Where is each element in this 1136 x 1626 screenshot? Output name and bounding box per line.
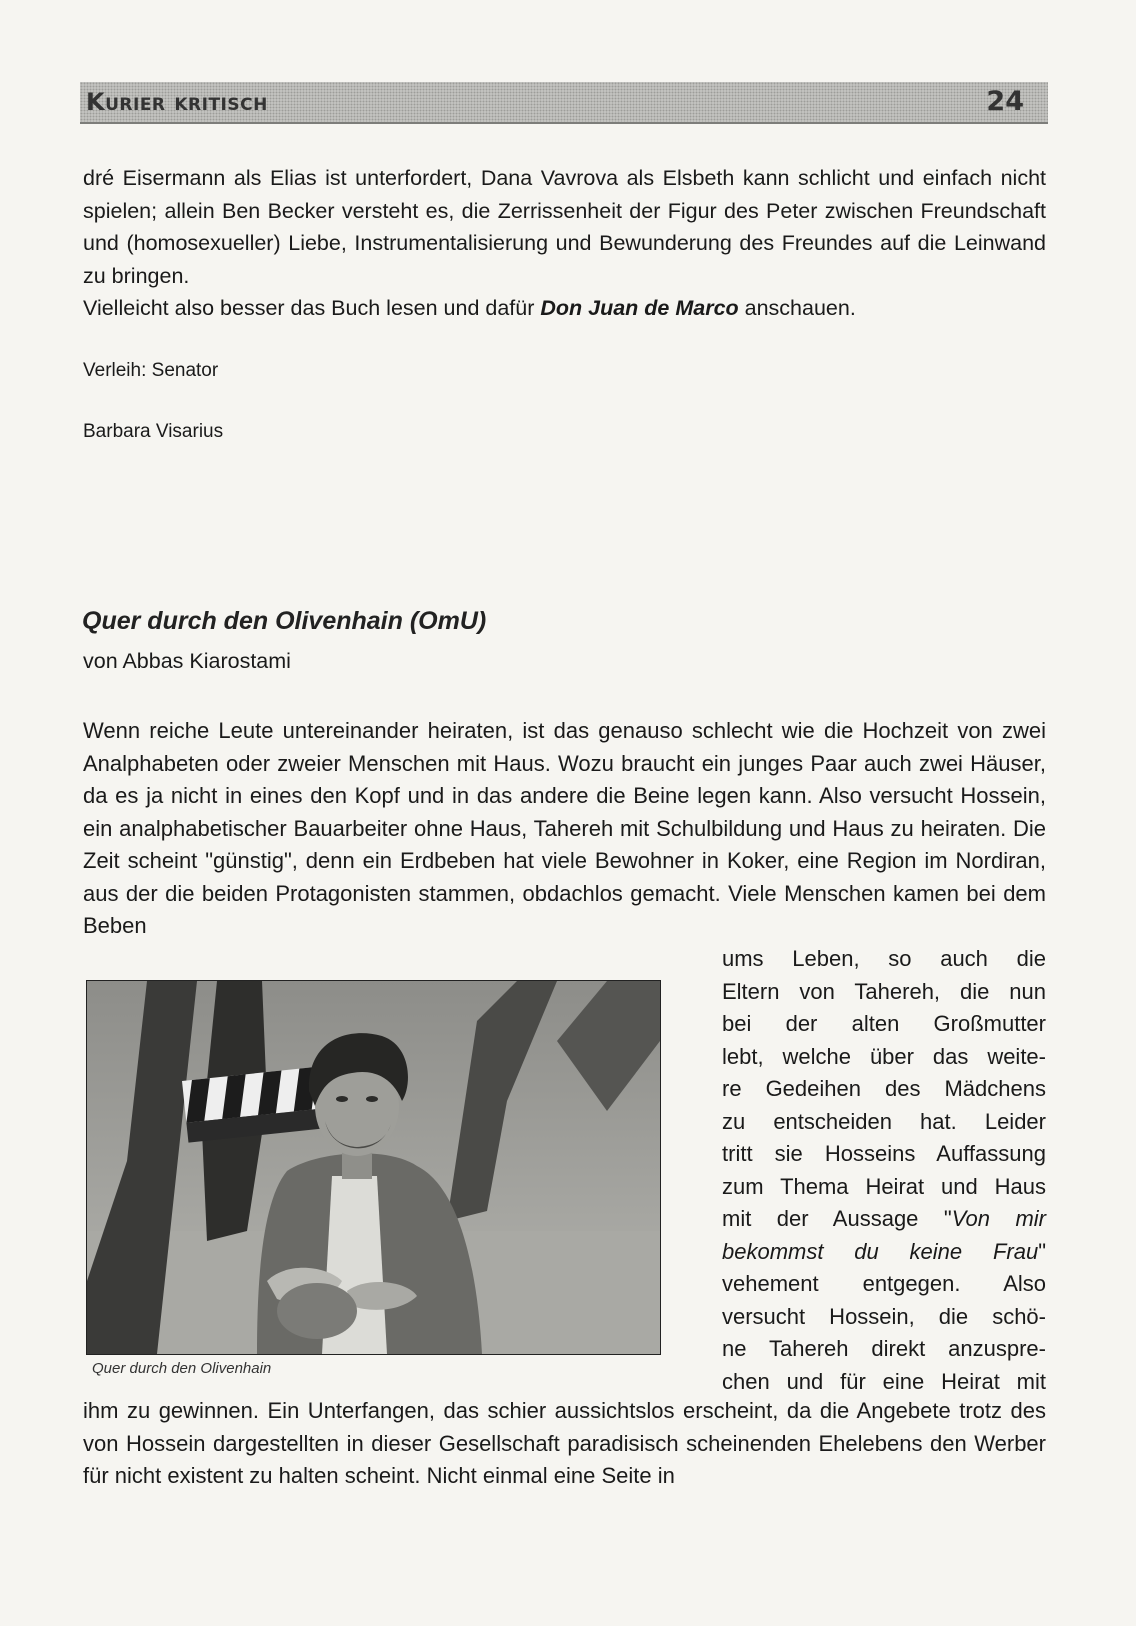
column-line: re Gedeihen des Mädchens <box>722 1076 1046 1101</box>
column-line: tritt sie Hosseins Auffassung <box>722 1141 1046 1166</box>
film-title-don-juan: Don Juan de Marco <box>540 296 739 320</box>
review-column-text <box>722 943 1046 1398</box>
review-title: Quer durch den Olivenhain (OmU) <box>82 607 487 635</box>
review-intro-paragraph: Wenn reiche Leute untereinander heiraten, ist das genauso schlecht wie die Hochzeit von zwei Analphabeten oder zweier Menschen mit Haus. Wozu braucht ein junges Paar auch zwei Häuser, da es ja nicht in eines den Kopf und in das andere die Beine legen kann. Also versucht Hossein, ein analphabetischer Bauarbeiter ohne Haus, Tahereh mit Schulbildung und Haus zu heiraten. Die Zeit scheint "günstig", denn ein Erdbeben hat viele Bewohner in Koker, eine Region im Nordiran, aus der die beiden Protagonisten stammen, obdachlos gemacht. Viele Menschen kamen bei dem Beben <box>83 718 1046 938</box>
closing-line-prefix: Vielleicht also besser das Buch lesen und dafür <box>83 296 541 320</box>
section-title-kurier-kritisch: Kurier kritisch <box>86 88 268 116</box>
column-line: zum Thema Heirat und Haus <box>722 1173 1046 1199</box>
quote-part-2: bekommst du keine Frau <box>722 1238 1039 1264</box>
closing-line-suffix: anschauen. <box>738 296 856 320</box>
column-line: ne Tahereh direkt anzuspre- <box>722 1336 1046 1361</box>
photo-caption: Quer durch den Olivenhain <box>92 1360 272 1377</box>
column-line: zu entscheiden hat. Leider <box>722 1108 1046 1134</box>
page-header-bar <box>80 82 1048 124</box>
column-line: vehement entgegen. Also <box>722 1271 1046 1296</box>
quote-close: " <box>1038 1238 1046 1264</box>
film-still-image <box>87 981 660 1354</box>
previous-review-closing-line <box>83 292 1046 325</box>
page-number: 24 <box>986 86 1024 117</box>
review-outro-paragraph: ihm zu gewinnen. Ein Unterfangen, das schier aussichtslos erscheint, da die Angebete trotz des von Hossein dargestellten in dieser Gesellschaft paradisisch scheinenden Ehelebens den Werber für nicht existent zu halten scheint. Nicht einmal eine Seite in <box>83 1398 1046 1488</box>
column-line: lebt, welche über das weite- <box>722 1043 1046 1069</box>
column-line: bei der alten Großmutter <box>722 1011 1046 1036</box>
column-line: Eltern von Tahereh, die nun <box>722 978 1046 1004</box>
review-byline: von Abbas Kiarostami <box>83 649 291 673</box>
previous-review-paragraph: dré Eisermann als Elias ist unterfordert, Dana Vavrova als Elsbeth kann schlicht und einfach nicht spielen; allein Ben Becker versteht es, die Zerrissenheit der Figur des Peter zwischen Freundschaft und (homosexueller) Liebe, Instrumentalisierung und Bewunderung des Freundes auf die Leinwand zu bringen. <box>83 166 1046 288</box>
column-line: ums Leben, so auch die <box>722 946 1046 971</box>
quote-part-1: Von mir <box>951 1206 1047 1231</box>
quote-lead-in: mit der Aussage " <box>722 1206 952 1231</box>
film-still-photo <box>86 980 661 1355</box>
column-line: versucht Hossein, die schö- <box>722 1303 1046 1329</box>
column-line: chen und für eine Heirat mit <box>722 1368 1046 1394</box>
distributor-line: Verleih: Senator <box>83 360 219 381</box>
column-line-quote-start <box>722 1203 1046 1236</box>
column-line-quote-end <box>722 1236 1046 1269</box>
review-author: Barbara Visarius <box>83 421 224 442</box>
